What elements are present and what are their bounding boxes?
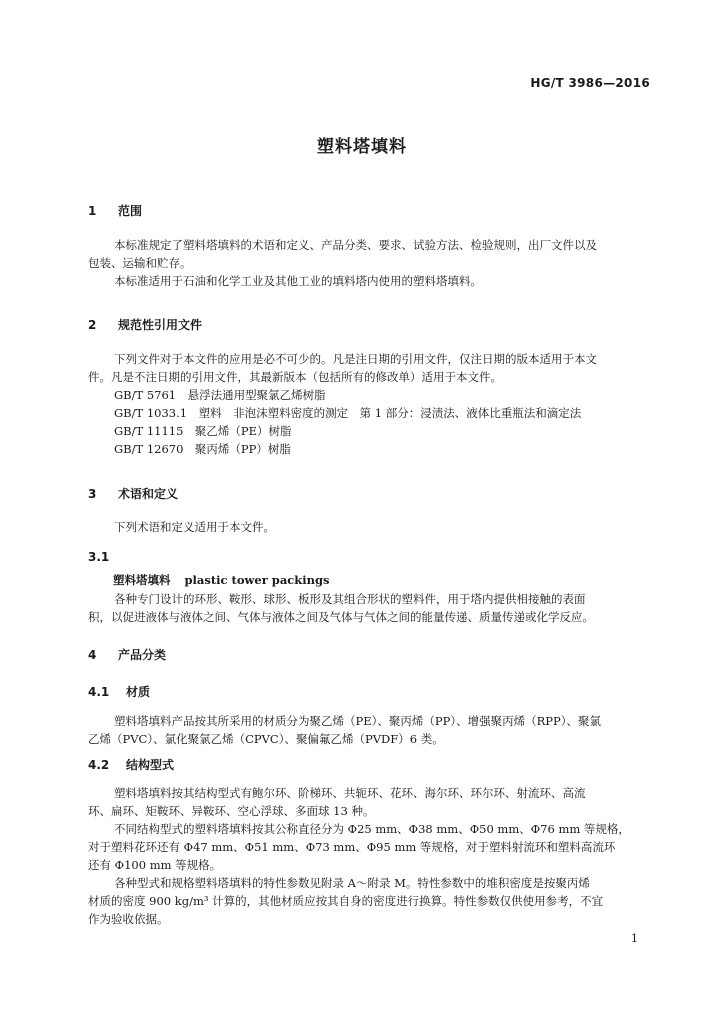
text-line: 环、扁环、矩鞍环、异鞍环、空心浮球、多面球 13 种。 — [88, 804, 375, 818]
text-line: 作为验收依据。 — [88, 912, 169, 926]
clause-number: 3.1 — [88, 550, 110, 564]
clause-3-1-heading — [88, 550, 126, 564]
text-line: 不同结构型式的塑料塔填料按其公称直径分为 Φ25 mm、Φ38 mm、Φ50 mm、Φ76 mm 等规格， — [114, 822, 630, 836]
text-line: 本标准规定了塑料塔填料的术语和定义、产品分类、要求、试验方法、检验规则，出厂文件以及 — [114, 238, 597, 252]
section-3-body — [88, 518, 648, 536]
page-number: 1 — [631, 932, 638, 945]
text-line: 各种专门设计的环形、鞍形、球形、板形及其组合形状的塑料件，用于塔内提供相接触的表面 — [114, 592, 586, 606]
text-line: 对于塑料花环还有 Φ47 mm、Φ51 mm、Φ73 mm、Φ95 mm 等规格，对于塑料射流环和塑料高流环 — [88, 840, 616, 854]
section-title: 规范性引用文件 — [118, 318, 203, 332]
clause-number: 4.2 — [88, 758, 110, 772]
section-4-heading — [88, 646, 166, 663]
standard-number: HG/T 3986—2016 — [530, 76, 650, 90]
text-line: 各种型式和规格塑料塔填料的特性参数见附录 A～附录 M。特性参数中的堆积密度是按聚丙烯 — [114, 876, 590, 890]
reference-line: GB/T 1033.1 塑料 非泡沫塑料密度的测定 第 1 部分：浸渍法、液体比重瓶法和滴定法 — [114, 406, 582, 420]
clause-number: 4.1 — [88, 685, 110, 699]
reference-line: GB/T 11115 聚乙烯（PE）树脂 — [114, 424, 292, 438]
text-line: 包装、运输和贮存。 — [88, 256, 192, 270]
section-number: 2 — [88, 318, 97, 332]
text-line: 塑料塔填料产品按其所采用的材质分为聚乙烯（PE）、聚丙烯（PP）、增强聚丙烯（RPP）、聚氯 — [114, 714, 601, 728]
section-number: 3 — [88, 487, 97, 501]
section-2-heading — [88, 316, 202, 333]
clause-4-2-body — [88, 784, 648, 928]
clause-4-1-body — [88, 712, 648, 748]
text-line: 塑料塔填料按其结构型式有鲍尔环、阶梯环、共轭环、花环、海尔环、环尔环、射流环、高流 — [114, 786, 586, 800]
text-line: 本标准适用于石油和化学工业及其他工业的填料塔内使用的塑料塔填料。 — [114, 274, 482, 288]
reference-line: GB/T 12670 聚丙烯（PP）树脂 — [114, 442, 291, 456]
section-3-heading — [88, 485, 178, 502]
section-number: 1 — [88, 204, 97, 218]
clause-4-2-heading — [88, 756, 174, 773]
clause-4-1-heading — [88, 683, 150, 700]
section-title: 范围 — [118, 204, 143, 218]
text-line: 积，以促进液体与液体之间、气体与液体之间及气体与气体之间的能量传递、质量传递或化学反应。 — [88, 610, 594, 624]
clause-title: 材质 — [126, 685, 151, 699]
text-line: 下列术语和定义适用于本文件。 — [114, 520, 275, 534]
section-title: 术语和定义 — [118, 487, 179, 501]
text-line: 还有 Φ100 mm 等规格。 — [88, 858, 222, 872]
term-entry — [113, 572, 330, 588]
term-chinese: 塑料塔填料 — [113, 573, 171, 587]
section-1-body — [88, 236, 648, 290]
section-title: 产品分类 — [118, 648, 167, 662]
document-title: 塑料塔填料 — [317, 137, 407, 157]
section-2-body — [88, 350, 648, 458]
text-line: 下列文件对于本文件的应用是必不可少的。凡是注日期的引用文件，仅注日期的版本适用于本文 — [114, 352, 597, 366]
term-definition — [88, 590, 648, 626]
term-english: plastic tower packings — [184, 573, 330, 587]
text-line: 件。凡是不注日期的引用文件，其最新版本（包括所有的修改单）适用于本文件。 — [88, 370, 502, 384]
text-line: 乙烯（PVC）、氯化聚氯乙烯（CPVC）、聚偏氟乙烯（PVDF）6 类。 — [88, 732, 444, 746]
reference-line: GB/T 5761 悬浮法通用型聚氯乙烯树脂 — [114, 388, 326, 402]
section-1-heading — [88, 202, 142, 219]
clause-title: 结构型式 — [126, 758, 175, 772]
section-number: 4 — [88, 648, 97, 662]
text-line: 材质的密度 900 kg/m³ 计算的，其他材质应按其自身的密度进行换算。特性参数仅供使用参考，不宜 — [88, 894, 604, 908]
